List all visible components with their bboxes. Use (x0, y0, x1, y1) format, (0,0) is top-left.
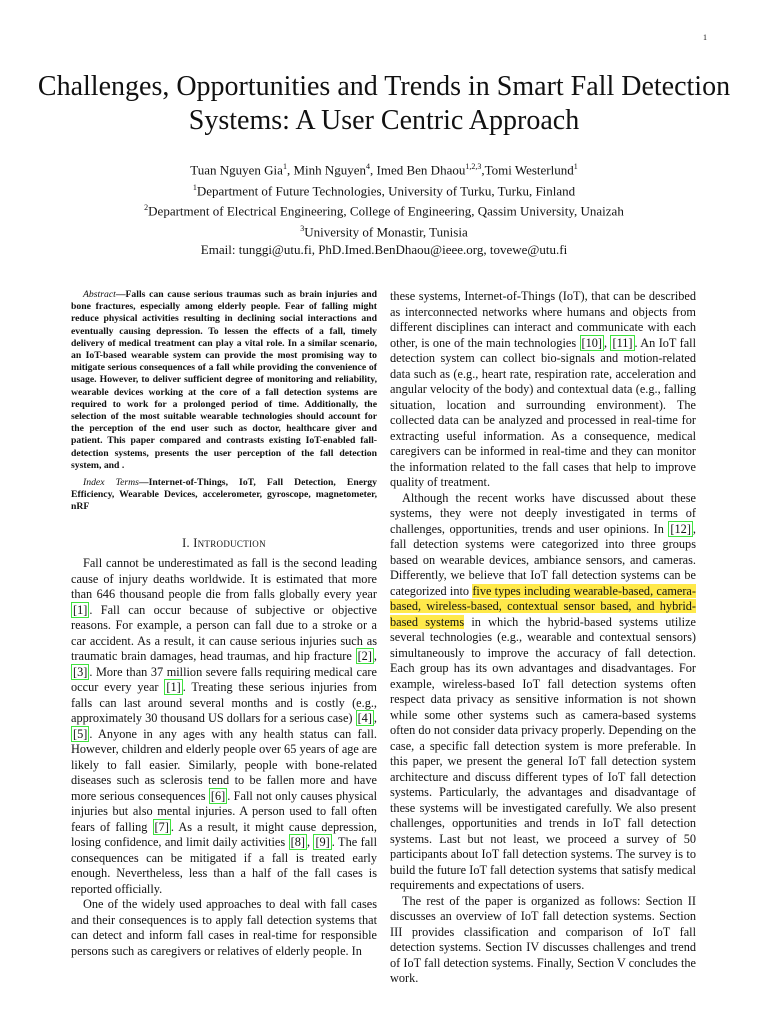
author-name: Tomi Westerlund (484, 162, 574, 178)
text-run: . As a result, it might cause depression, losing confidence, and limit daily activities (71, 819, 378, 850)
citation-link[interactable]: [8] (290, 835, 305, 850)
author-line: Tuan Nguyen Gia$^1$, Minh Nguyen$^4$, Imed Ben Dhaou$^{1,2,3}$,Tomi Westerlund$^1$ (190, 162, 578, 178)
text-run: in which the hybrid-based systems utilize several technologies (e.g., wearable and contextual sensors) simultaneously to improve the accuracy of fall detection. Each group has its own advantages and disadvantages. For example, wireless-based IoT fall detection systems often respect data privacy as sensitive information is not shown while some other systems such as camera-based systems often do not consider data privacy properly. Depending on the case, a specific fall detection system is more preferable. In this paper, we present the general IoT fall detection system architecture and discuss different types of IoT fall detection systems. Particularly, the advantages and disadvantage of these systems will be investigated carefully. We also present challenges, opportunities and trends in IoT fall detection systems. Last but not least, we proceed a survey of 50 participants about IoT fall detection systems. The survey is to build the future IoT fall detection systems that satisfy medical requirements and expectations of users. (390, 614, 696, 892)
author-affiliation-marker: 4 (366, 162, 371, 171)
author-name: Imed Ben Dhaou (376, 162, 466, 178)
body-paragraph (71, 556, 377, 897)
email-line: Email: tunggi@utu.fi, PhD.Imed.BenDhaou@ieee.org, tovewe@utu.fi (200, 241, 568, 257)
page-number: 1 (703, 33, 707, 42)
text-run: , (373, 649, 377, 664)
citation-link[interactable]: [5] (73, 726, 88, 741)
affiliation-text: University of Monastir, Tunisia (304, 224, 468, 240)
index-terms (71, 477, 377, 514)
text-run: , (306, 835, 314, 850)
abstract-label: Abstract (83, 289, 116, 300)
text-run: , fall detection systems were categorized into three groups based on wearable devices, ambiance sensors, and cameras. Differently, we believe that IoT fall detection systems can be categorized into (390, 521, 696, 598)
text-run: . Treating these serious injuries from falls can last around several months and is costly (e.g., approximately 30 thousand US dollars for a serious case) (71, 680, 377, 726)
body-paragraph (390, 289, 696, 491)
right-body-text (390, 289, 696, 987)
section-number: I. (182, 535, 194, 550)
paper-title: Challenges, Opportunities and Trends in Smart Fall Detection Systems: A User Centric Approach (37, 71, 731, 136)
text-run: . Fall not only causes physical injuries but also mental injuries. A person used to fall often fears of falling (71, 788, 377, 834)
affiliation-text: Department of Electrical Engineering, College of Engineering, Qassim University, Unaizah (148, 203, 624, 219)
section-title: Introduction (193, 535, 266, 550)
citation-link[interactable]: [1] (73, 602, 88, 617)
text-run: , (604, 335, 611, 350)
text-run: , (373, 711, 377, 726)
abstract-text: —Falls can cause serious traumas such as brain injuries and bone fractures, especially among elderly people. Fear of falling might reduce physical activities resulting in declining social interactions and eventually causing depression. To lessen the effects of a fall, timely delivery of medical treatment can play a vital role. In a similar scenario, an IoT-based wearable system can provide the most promising way to mitigate serious consequences of a fall while providing the convenience of usage. However, to deliver sufficient degree of monitoring and reliability, wearable devices working at the core of a fall detection systems are required to work for a prolonged period of time. Additionally, the selection of the most suitable wearable technologies should account for the perception of the end user such as doctor, healthcare giver and patient. This paper compared and contrasts existing IoT-enabled fall-detection systems, presents the user perception of the fall detection system, and . (71, 289, 377, 471)
author-block (30, 158, 738, 258)
affiliation-2 (30, 199, 738, 220)
text-run: . An IoT fall detection system can collect bio-signals and motion-related data such as (e.g., heart rate, respiration rate, acceleration and angular velocity of the body) and contextual data (e.g., falling situation, location and surrounding environment). The collected data can be analyzed and processed in real-time for extracting useful information. As a consequence, medical caregivers can be informed in real-time and they can monitor the information related to the fall cases that help to improve quality of treatment. (390, 335, 696, 489)
author-affiliation-marker: 1 (282, 162, 287, 171)
affiliation-marker: 2 (144, 203, 149, 213)
author-affiliation-marker: 1 (573, 162, 578, 171)
citation-link[interactable]: [4] (357, 711, 372, 726)
left-column (71, 289, 377, 959)
text-run: . Anyone in any ages with any health status can fall. However, children and elderly people over 65 years of age are likely to fall easier. Similarly, people with bone-related diseases such as sclerosis tend to be fallen more and have more serious consequences (71, 726, 377, 803)
author-name: Minh Nguyen (293, 162, 367, 178)
affiliation-3 (30, 220, 738, 241)
affiliation-text: Department of Future Technologies, University of Turku, Turku, Finland (196, 182, 576, 198)
text-run: The rest of the paper is organized as follows: Section II discusses an overview of IoT fall detection systems. Section III provides classification and comparison of IoT fall detection systems. Section IV discusses challenges and trend of IoT fall detection systems. Finally, Section V concludes the work. (390, 893, 696, 985)
index-terms-label: Index Terms (83, 477, 139, 489)
affiliation-marker: 1 (192, 182, 197, 192)
citation-link[interactable]: [1] (166, 680, 181, 695)
text-run: Although the recent works have discussed about these systems, they were not deeply investigated in terms of challenges, opportunities, trends and user opinions. In (390, 490, 696, 536)
citation-link[interactable]: [9] (315, 835, 330, 850)
body-paragraph (71, 897, 377, 959)
citation-link[interactable]: [12] (670, 521, 691, 536)
text-run: . Fall can occur because of subjective or objective reasons. For example, a person can fall due to a stroke or a car accident. As a result, it can cause serious injuries such as traumatic brain damages, head traumas, and hip fracture (71, 602, 377, 664)
text-run: One of the widely used approaches to deal with fall cases and their consequences is to apply fall detection systems that can detect and inform fall cases in real-time for responsible persons such as caregivers or relatives of elderly people. In (71, 897, 377, 958)
section-heading (71, 536, 377, 552)
author-name: Tuan Nguyen Gia (190, 162, 283, 178)
body-paragraph (390, 491, 696, 894)
body-paragraph (390, 894, 696, 987)
text-run: . More than 37 million severe falls requiring medical care occur every year (71, 664, 377, 695)
right-column (390, 289, 696, 987)
citation-link[interactable]: [6] (210, 788, 226, 803)
citation-link[interactable]: [11] (612, 335, 633, 350)
affiliation-marker: 3 (300, 223, 305, 233)
left-body-text (71, 556, 377, 959)
text-run: these systems, Internet-of-Things (IoT), that can be described as interconnected networks where humans and objects from different disciplines can interact and communicate with each other, is one of the main technologies (390, 289, 696, 350)
citation-link[interactable]: [10] (581, 335, 602, 350)
text-run: Fall cannot be underestimated as fall is the second leading cause of injury deaths worldwide. It is estimated that more than 646 thousand people die from falls globally every year (71, 556, 377, 602)
citation-link[interactable]: [7] (154, 819, 169, 834)
affiliation-1 (30, 179, 738, 200)
text-run: . The fall consequences can be mitigated if a fall is treated early enough. Nevertheless, less than a half of the fall cases is reported officially. (71, 835, 377, 896)
author-affiliation-marker: 1,2,3 (465, 162, 482, 171)
abstract (71, 289, 377, 472)
index-terms-text: —Internet-of-Things, IoT, Fall Detection, Energy Efficiency, Wearable Devices, accelerometer, gyroscope, magnetometer, nRF (71, 477, 377, 513)
citation-link[interactable]: [2] (357, 649, 372, 664)
highlighted-text: five types including wearable-based, camera-based, wireless-based, contextual sensor based, and hybrid-based systems (390, 583, 696, 629)
citation-link[interactable]: [3] (73, 664, 88, 679)
